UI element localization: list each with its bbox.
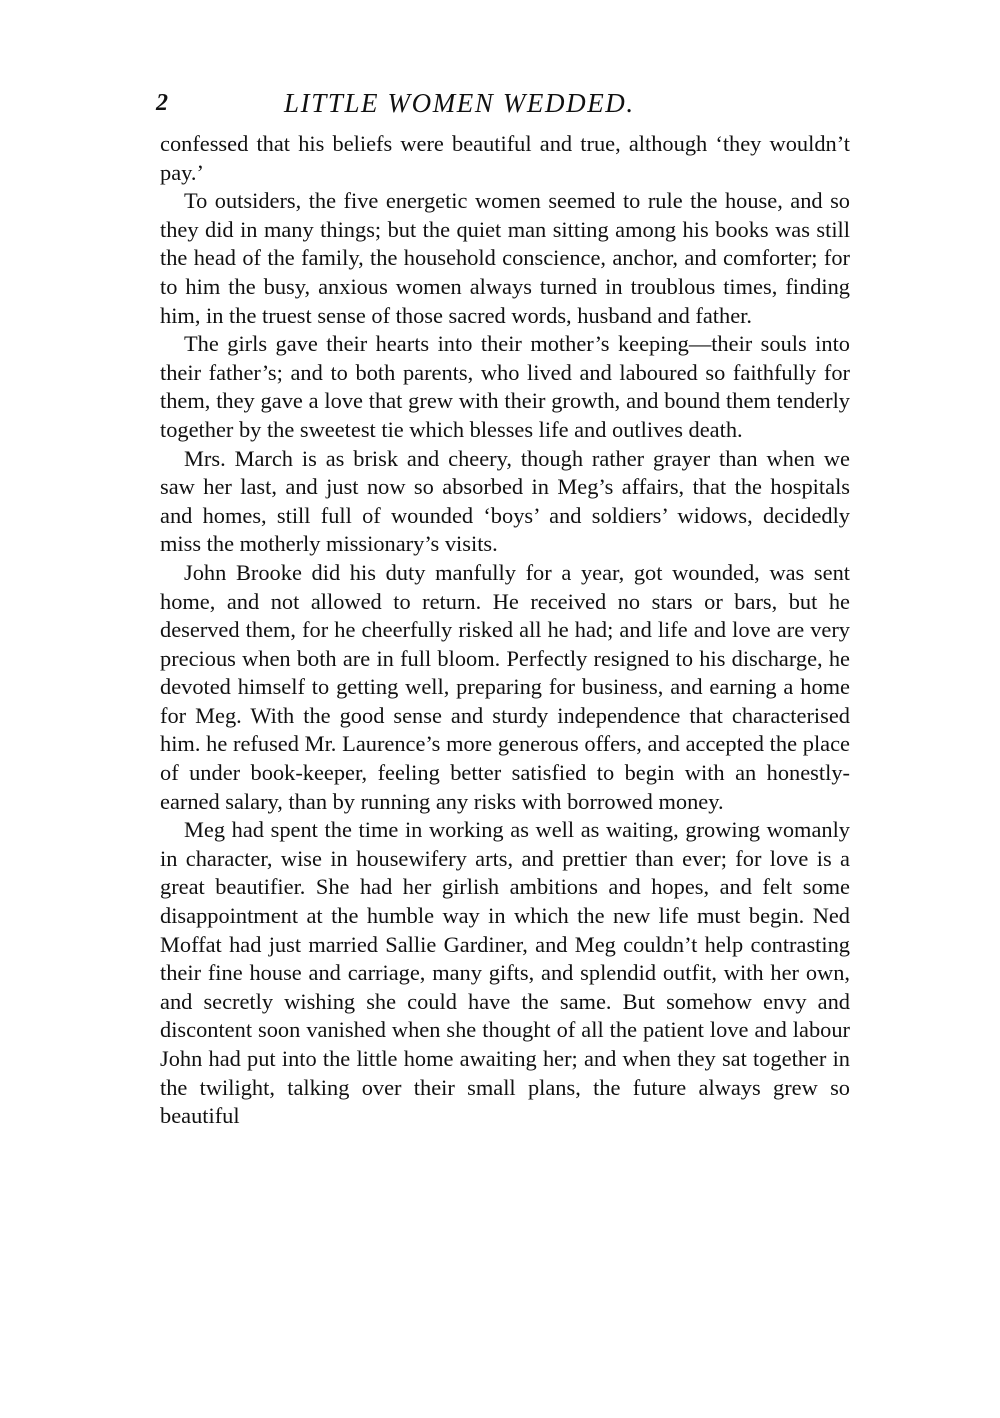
paragraph: Mrs. March is as brisk and cheery, though rather grayer than when we saw her last, and just now so absorbed in Meg’s affairs, that the hospitals and homes, still full of wounded ‘boys’ and soldiers’ widows, decidedly miss the motherly missionary’s visits. [160,445,850,557]
running-head [156,88,850,124]
paragraph-continuation: confessed that his beliefs were beautiful and true, although ‘they wouldn’t pay.’ [160,131,850,185]
body-text [160,130,850,1131]
paragraph: John Brooke did his duty manfully for a year, got wounded, was sent home, and not allowed to return. He received no stars or bars, but he deserved them, for he cheerfully risked all he had; and life and love are very precious when both are in full bloom. Perfectly resigned to his discharge, he devoted himself to getting well, preparing for business, and earning a home for Meg. With the good sense and sturdy independence that characterised him. he refused Mr. Laurence’s more generous offers, and accepted the place of under book-keeper, feeling better satisfied to begin with an honestly-earned salary, than by running any risks with borrowed money. [160,559,850,814]
paragraph: Meg had spent the time in working as well as waiting, growing womanly in character, wise in housewifery arts, and prettier than ever; for love is a great beautifier. She had her girlish ambitions and hopes, and felt some disappointment at the humble way in which the new life must begin. Ned Moffat had just married Sallie Gardiner, and Meg couldn’t help contrasting their fine house and carriage, many gifts, and splendid outfit, with her own, and secretly wishing she could have the same. But somehow envy and discontent soon vanished when she thought of all the patient love and labour John had put into the little home awaiting her; and when they sat together in the twilight, talking over their small plans, the future always grew so beautiful [160,817,850,1129]
book-page [156,88,850,1131]
paragraph: The girls gave their hearts into their mother’s keeping—their souls into their father’s; and to both parents, who lived and laboured so faithfully for them, they gave a love that grew with their growth, and bound them tenderly together by the sweetest tie which blesses life and outlives death. [160,331,850,442]
page-number: 2 [156,90,168,116]
running-title: LITTLE WOMEN WEDDED. [284,88,635,118]
paragraph: To outsiders, the five energetic women seemed to rule the house, and so they did in many things; but the quiet man sitting among his books was still the head of the family, the household conscience, anchor, and comforter; for to him the busy, anxious women always turned in troublous times, finding him, in the truest sense of those sacred words, husband and father. [160,188,850,328]
